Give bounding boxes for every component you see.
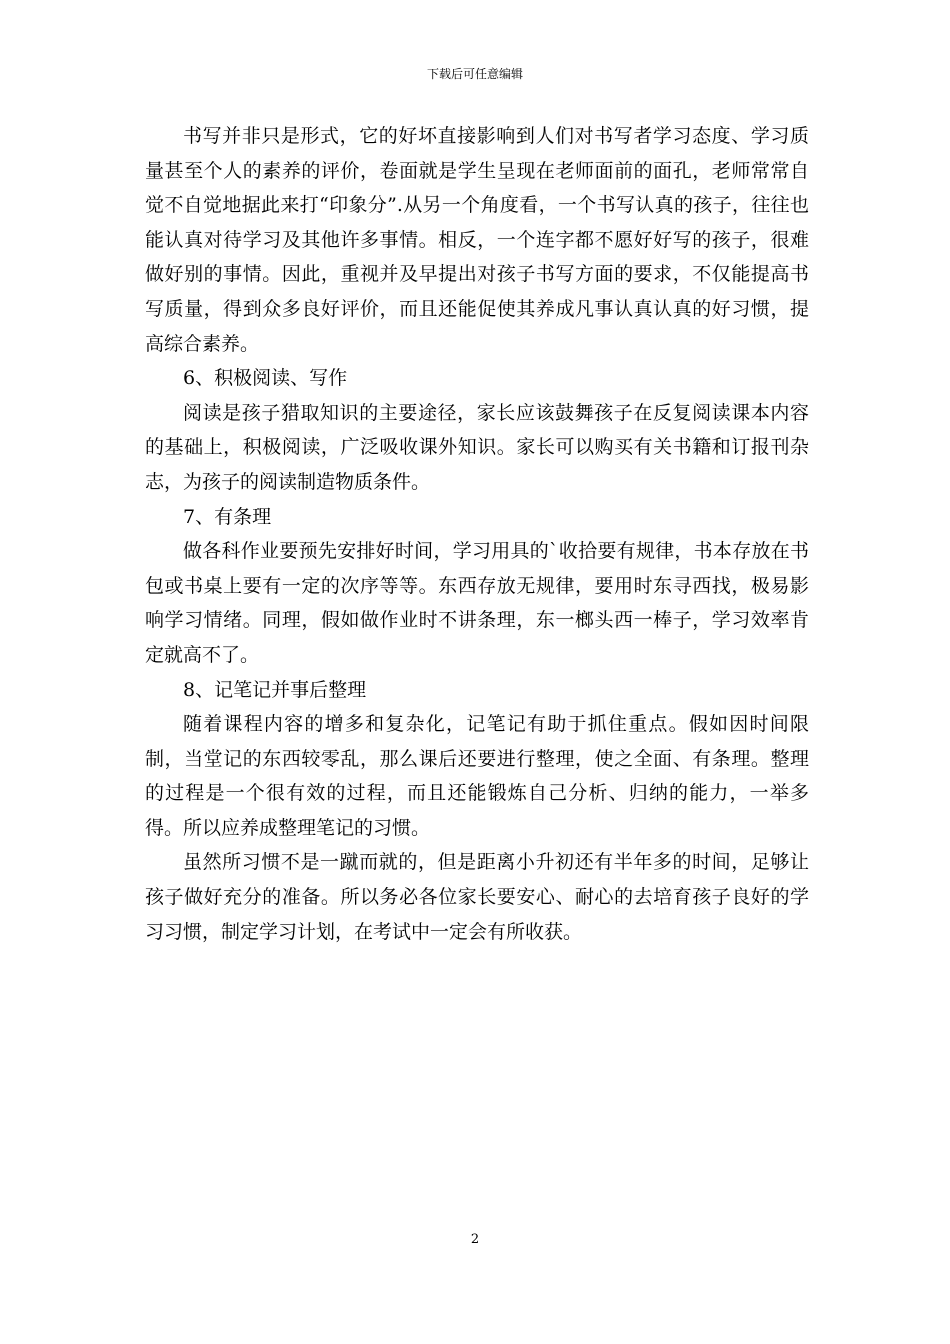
page-number: 2 [470,1232,480,1247]
paragraph-reading: 阅读是孩子猎取知识的主要途径，家长应该鼓舞孩子在反复阅读课本内容的基础上，积极阅读，广泛吸收课外知识。家长可以购买有关书籍和订报刊杂志，为孩子的阅读制造物质条件。 [145,401,809,493]
section-heading-notes: 8、记笔记并事后整理 [183,678,367,701]
paragraph-conclusion: 虽然所习惯不是一蹴而就的，但是距离小升初还有半年多的时间，足够让孩子做好充分的准备。所以务必各位家长要安心、耐心的去培育孩子良好的学习习惯，制定学习计划，在考试中一定会有所收获。 [145,851,809,943]
section-heading-organization: 7、有条理 [183,505,272,528]
section-heading-reading: 6、积极阅读、写作 [183,367,348,390]
paragraph-notes: 随着课程内容的增多和复杂化，记笔记有助于抓住重点。假如因时间限制，当堂记的东西较零乱，那么课后还要进行整理，使之全面、有条理。整理的过程是一个很有效的过程，而且还能锻炼自己分析、归纳的能力，一举多得。所以应养成整理笔记的习惯。 [145,713,809,839]
paragraph-organization: 做各科作业要预先安排好时间，学习用具的`收拾要有规律，书本存放在书包或书桌上要有一定的次序等等。东西存放无规律，要用时东寻西找，极易影响学习情绪。同理，假如做作业时不讲条理，东一榔头西一棒子，学习效率肯定就高不了。 [145,540,809,666]
document-body [145,119,809,949]
paragraph-handwriting: 书写并非只是形式，它的好坏直接影响到人们对书写者学习态度、学习质量甚至个人的素养的评价，卷面就是学生呈现在老师面前的面孔，老师常常自觉不自觉地据此来打“印象分”.从另一个角度看，一个书写认真的孩子，往往也能认真对待学习及其他许多事情。相反，一个连字都不愿好好写的孩子，很难做好别的事情。因此，重视并及早提出对孩子书写方面的要求，不仅能提高书写质量，得到众多良好评价，而且还能促使其养成凡事认真认真的好习惯，提高综合素养。 [145,125,809,355]
page-header: 下载后可任意编辑 [426,67,523,81]
